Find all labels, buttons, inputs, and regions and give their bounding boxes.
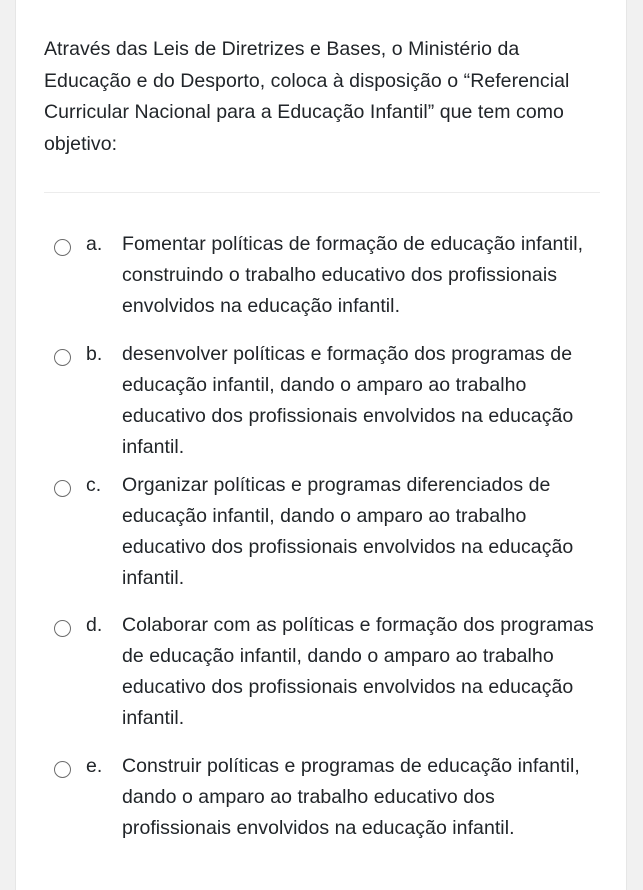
option-text: Fomentar políticas de formação de educação infantil, construindo o trabalho educativo dos profissionais envolvidos na educação infantil. bbox=[122, 233, 584, 317]
option-text: Construir políticas e programas de educação infantil, dando o amparo ao trabalho educativo dos profissionais envolvidos na educação infantil. bbox=[122, 755, 580, 839]
option-text: desenvolver políticas e formação dos programas de educação infantil, dando o amparo ao trabalho educativo dos profissionais envolvidos na educação infantil. bbox=[122, 343, 574, 458]
option-letter: d. bbox=[86, 614, 103, 636]
radio-button-icon[interactable] bbox=[54, 761, 71, 778]
radio-button-icon[interactable] bbox=[54, 349, 71, 366]
option-letter: e. bbox=[86, 755, 103, 777]
radio-button-icon[interactable] bbox=[54, 239, 71, 256]
question-card bbox=[15, 0, 627, 890]
question-text: Através das Leis de Diretrizes e Bases, o Ministério da Educação e do Desporto, coloca à disposição o “Referencial Curricular Nacional para a Educação Infantil” que tem como objetivo: bbox=[44, 38, 570, 155]
option-letter: b. bbox=[86, 343, 103, 365]
option-letter: c. bbox=[86, 474, 102, 496]
radio-button-icon[interactable] bbox=[54, 480, 71, 497]
option-letter: a. bbox=[86, 233, 103, 255]
radio-button-icon[interactable] bbox=[54, 620, 71, 637]
option-text: Colaborar com as políticas e formação dos programas de educação infantil, dando o amparo ao trabalho educativo dos profissionais envolvidos na educação infantil. bbox=[122, 614, 594, 729]
divider bbox=[44, 192, 600, 193]
option-text: Organizar políticas e programas diferenciados de educação infantil, dando o amparo ao trabalho educativo dos profissionais envolvidos na educação infantil. bbox=[122, 474, 574, 589]
